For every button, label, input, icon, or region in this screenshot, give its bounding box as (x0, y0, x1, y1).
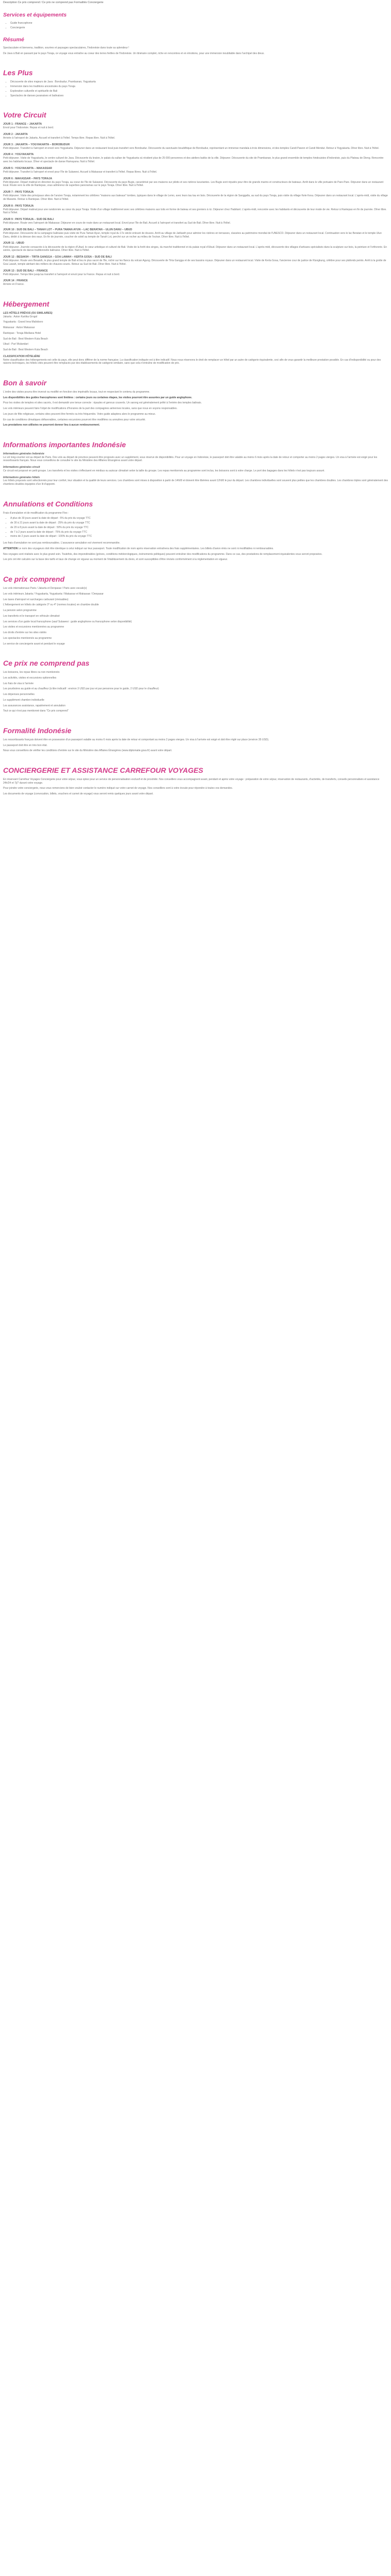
list-item: Le service de conciergerie avant et pendant le voyage (3, 642, 65, 646)
infos-subtitle: Informations générales circuit (3, 466, 40, 469)
infos-paragraph: Le vol long-courrier est au départ de Paris. Des vols au départ de province peuvent être proposés avec un supplément, sous réserve de disponibilités. Pour un voyage en Indonésie, le passeport doit être valable au moins 6 mois après la date de retour et comporter au moins 2 pages vierges. Un visa à l'arrivée est exigé pour les ressortissants français. Nous vous conseillons de consulter le site du Ministère des Affaires Étrangères avant votre départ. (3, 455, 378, 463)
day-heading: JOUR 4 : YOGYAKARTA (3, 153, 34, 157)
day-text: Petit déjeuner. Départ matinal pour une randonnée au cœur du pays Toraja. Visite d'un village traditionnel avec ses célèbres maisons aux toits en forme de bateau et ses greniers à riz. Déjeuner chez l'habitant. L'après-midi, rencontre avec les habitants et découverte de leur mode de vie. Retour à Rantepao en fin de journée. Dîner libre. Nuit à l'hôtel. (3, 208, 387, 215)
day-text: Petit déjeuner. Transfert à l'aéroport et envol vers Yogyakarta. Déjeuner dans un restaurant local puis transfert vers Borobudur. Découverte du sanctuaire bouddhique de Borobudur, représentant un immense mandala à trois dimensions, et des temples Candi Pawon et Candi Mendut. Retour à Yogyakarta. Dîner libre. Nuit à l'hôtel. (3, 146, 380, 150)
services-list (3, 22, 388, 30)
annulation-list (3, 517, 388, 538)
annulation-title: Annulations et Conditions (3, 499, 93, 508)
annulation-extra: Les prix ont été calculés sur la base des tarifs et taux de change en vigueur au moment de l'établissement du devis, et sont susceptibles d'être révisés conformément à la réglementation en vigueur. (3, 558, 228, 562)
classification-text: Notre classification des hébergements est celle du pays, elle peut donc différer de la norme française. La classification indiquée est à titre indicatif. Nous nous réservons le droit de remplacer un hôtel par un autre de catégorie équivalente, ceci afin de vous garantir la meilleure prestation possible. En cas d'indisponibilité ou pour des raisons techniques, les hôtels cités peuvent être remplacés par des établissements de catégorie similaire, sans que cela n'entraîne de modification de prix. (3, 358, 381, 365)
list-item: Les assurances assistance, rapatriement et annulation (3, 704, 66, 707)
conciergerie-text: Les documents de voyage (convocation, billets, vouchers et carnet de voyage) vous seront remis quelques jours avant votre départ. (3, 792, 154, 796)
list-item: • Découverte de sites majeurs de Java : Borobudur, Prambanan, Yogyakarta (10, 80, 388, 84)
prix-ne-comprend-list (3, 671, 388, 713)
list-item: Les vols intérieurs Jakarta / Yogyakarta, Yogyakarta / Makassar et Makassar / Denpasar (3, 592, 104, 596)
list-item: Les vols internationaux Paris / Jakarta et Denpasar / Paris avec escale(s) (3, 587, 87, 590)
list-item: • A plus de 30 jours avant la date de départ : 5% du prix du voyage TTC (10, 517, 388, 520)
list-item: • Guide francophone (10, 22, 388, 25)
formalite-text: Le passeport doit être en très bon état. (3, 743, 47, 747)
list-item: • de 20 à 8 jours avant la date de départ : 50% du prix du voyage TTC (10, 526, 388, 530)
bon-savoir-paragraph: Pour les visites de temples et sites sacrés, il est demandé une tenue correcte : épaules et genoux couverts. Un sarong est généralement prêté à l'entrée des temples balinais. (3, 401, 202, 405)
day-heading: JOUR 11 : UBUD (3, 242, 24, 245)
annulation-note: Les frais d'annulation ne sont pas remboursables. L'assurance annulation est vivement recommandée. (3, 541, 121, 545)
day-text: Petit déjeuner. Visite des principaux sites de l'ancien Toraja, notamment les célèbres "maisons aux bateaux" tombes, typiques dans le village de Lemo, avec leurs tau tau en bois. Découverte de la région de Sanggalla, au sud du pays Toraja, puis visite du village Kete Kesu. Déjeuner dans un restaurant local. L'après-midi, visite du village de Marante. Retour à Rantepao. Dîner libre. Nuit à l'hôtel. (3, 194, 388, 201)
list-item: Le supplément chambre individuelle (3, 698, 44, 702)
hotels-subtitle: LES HÔTELS PRÉVUS (OU SIMILAIRES) (3, 311, 53, 315)
attention-text: Le nom des voyageurs doit être identique à celui indiqué sur leur passeport. Toute modification de nom après réservation entraînera des frais supplémentaires. Les billets d'avion émis ne sont ni modifiables ni remboursables. (18, 547, 274, 550)
day-heading: JOUR 3 : JAKARTA – YOGYAKARTA – BOROBUDUR (3, 143, 70, 146)
tab-links[interactable]: Description Ce prix comprend / Ce prix ne comprend pas Formalités Conciergerie (3, 1, 104, 4)
list-item: Les dépenses personnelles (3, 693, 35, 697)
list-item: Les frais de visa à l'arrivée (3, 682, 34, 685)
list-item: Les taxes d'aéroport et surcharges carburant (révisables) (3, 598, 69, 601)
hotel-item: Sud de Bali : Best Western Kuta Beach (3, 348, 48, 352)
infos-subtitle: Informations générales hôtels (3, 476, 40, 479)
day-text: Arrivée à l'aéroport de Jakarta. Accueil et transfert à l'hôtel. Temps libre. Repas libre. Nuit à l'hôtel. (3, 136, 116, 140)
day-text: Petit déjeuner. Route vers Besakih, le plus grand temple de Bali et lieu le plus sacré de l'île, niché sur les flancs du volcan Agung. Découverte de Tirta Gangga et de ses bassins royaux. Déjeuner dans un restaurant local. Visite de Kerta Gosa, l'ancienne cour de justice de Klungkung, célèbre pour ses plafonds peints. Arrêt à la grotte de Goa Lawah, temple abritant des milliers de chauves-souris. Retour au Sud de Bali. Dîner libre. Nuit à l'hôtel. (3, 259, 386, 266)
list-item: Tout ce qui n'est pas mentionné dans "Ce prix comprend" (3, 709, 69, 713)
page-content (0, 0, 391, 796)
annulation-extra: Nos voyages sont réalisés avec le plus grand soin. Toutefois, des impondérables (grèves, conditions météorologiques, événements politiques) peuvent entraîner des modifications du programme. Dans ce cas, des prestations de remplacement équivalentes vous seront proposées. (3, 552, 322, 556)
conciergerie-text: Pour joindre votre conciergerie, nous vous remercions de bien vouloir contacter le numéro indiqué sur votre carnet de voyage. Nos conseillers sont à votre écoute pour répondre à toutes vos demandes. (3, 787, 233, 790)
conciergerie-text: En réservant Carrefour Voyages Conciergerie pour votre séjour, vous optez pour un service de personnalisation exclusif et de proximité. Nos conseillers vous accompagnent avant, pendant et après votre voyage : préparation de votre séjour, réservation de restaurants, d'activités, de transferts, conseils personnalisés et assistance 24h/24 et 7j/7 durant votre voyage. (3, 777, 380, 785)
list-item: • Immersion dans les traditions ancestrales du pays Toraja (10, 85, 388, 89)
list-item: Les droits d'entrée sur les sites visités (3, 631, 47, 635)
day-heading: JOUR 7 : PAYS TORAJA (3, 191, 34, 194)
day-heading: JOUR 5 : YOGYAKARTA – MAKASSAR (3, 166, 52, 170)
hebergement-title: Hébergement (3, 300, 50, 309)
list-item: Les visites et excursions mentionnées au programme (3, 625, 64, 629)
bon-savoir-paragraph: Les vols intérieurs peuvent faire l'objet de modifications d'horaires de la part des compagnies aériennes locales, sans que nous en soyons responsables. (3, 407, 177, 411)
day-text: Petit déjeuner. Découverte de la campagne balinaise puis visite de Pura Taman Ayun, temple royal du 17e siècle entouré de douves. Arrêt au village de Jatiluwih pour admirer les rizières en terrasses, classées au patrimoine mondial de l'UNESCO. Déjeuner dans un restaurant local. Continuation vers le lac Beratan et le temple Ulun Danu, dédié à la déesse des eaux. En fin de journée, coucher de soleil au temple de Tanah Lot, perché sur un rocher au milieu de l'océan. Dîner libre. Nuit à l'hôtel. (3, 231, 382, 239)
day-heading: JOUR 10 : SUD DE BALI – TANAH LOT – PURA TAMAN AYUN – LAC BERATAN – ULUN DANU – UBUD (3, 228, 133, 231)
hotel-item: Yogyakarta : Grand Inna Malioboro (3, 320, 43, 324)
day-heading: JOUR 14 : FRANCE (3, 279, 28, 283)
day-text: Envol pour l'Indonésie. Repas et nuit à bord. (3, 126, 54, 130)
infos-paragraph: Les hôtels proposés sont sélectionnés pour leur confort, leur situation et la qualité de leurs services. Les chambres sont mises à disposition à partir de 14h00 et doivent être libérées avant 12h00 le jour du départ. Les chambres individuelles sont souvent plus petites que les chambres doubles. Les chambres triples sont généralement des chambres doubles équipées d'un lit d'appoint. (3, 479, 388, 486)
infos-title: Informations importantes Indonésie (3, 440, 126, 449)
hotel-item: Ubud : Puri Wulandari (3, 343, 28, 346)
list-item: • Exploration culturelle et spirituelle de Bali (10, 90, 388, 93)
list-item: Les pourboires au guide et au chauffeur (à titre indicatif : environ 3 USD par jour et par personne pour le guide, 2 USD pour le chauffeur) (3, 687, 159, 691)
list-item: L'hébergement en hôtels de catégorie 3* ou 4* (normes locales) en chambre double (3, 603, 99, 607)
day-heading: JOUR 2 : JAKARTA (3, 132, 28, 136)
list-item: • moins de 2 jours avant la date de départ : 100% du prix du voyage TTC (10, 535, 388, 538)
formalite-text: Les ressortissants français doivent être en possession d'un passeport valable au moins 6 mois après la date de retour et comportant au moins 2 pages vierges. Un visa à l'arrivée est exigé et doit être réglé sur place (environ 35 USD). (3, 738, 269, 741)
list-item: La pension selon programme (3, 609, 37, 613)
list-item: • de 7 à 2 jours avant la date de départ : 75% du prix du voyage TTC (10, 531, 388, 534)
attention-label: ATTENTION (3, 547, 18, 550)
list-item: Les transferts et le transport en véhicule climatisé (3, 614, 60, 618)
plus-title: Les Plus (3, 69, 33, 77)
bon-savoir-paragraph: En cas de conditions climatiques défavorables, certaines excursions pourront être modifiées ou annulées pour votre sécurité. (3, 418, 146, 421)
prix-comprend-title: Ce prix comprend (3, 575, 65, 584)
day-heading: JOUR 8 : PAYS TORAJA (3, 204, 34, 208)
conciergerie-title: CONCIERGERIE ET ASSISTANCE CARREFOUR VOYAGES (3, 766, 203, 775)
day-text: Petit déjeuner. Route vers l'aéroport de Makassar. Déjeuner en cours de route dans un restaurant local. Envol pour l'île de Bali. Accueil à l'aéroport et transfert au Sud de Bali. Dîner libre. Nuit à l'hôtel. (3, 222, 231, 225)
day-text: Petit déjeuner. Visite de Yogyakarta, le centre culturel de Java. Découverte du kraton, le palais du sultan de Yogyakarta où résident plus de 25 000 personnes et des ateliers batiks de la ville. Déjeuner. Découverte du site de Prambanan, le plus grand ensemble de temples hindouistes d'Indonésie, puis du Plateau de Dieng. Rencontre avec les habitants locaux. Dîner et spectacle de danse Ramayana. Nuit à l'hôtel. (3, 157, 384, 164)
list-item: Les boissons, les repas libres ou non mentionnés (3, 671, 60, 674)
hotel-item: Rantepao : Toraja Misiliana Hotel (3, 331, 41, 335)
day-heading: JOUR 12 : BESAKIH – TIRTA GANGGA – GOA LAWAH – KERTA GOSA – SUD DE BALI (3, 256, 112, 259)
list-item: Les spectacles mentionnés au programme (3, 636, 52, 640)
day-text: Arrivée en France. (3, 283, 25, 286)
bon-savoir-paragraph: Les prestations non utilisées ne pourront donner lieu à aucun remboursement. (3, 423, 100, 427)
day-text: Petit déjeuner. Départ matinal en direction du pays Toraja, au coeur de l'île de Sulawesi. Découverte du pays Bugis, caractérisé par ses maisons sur pilotis et ses rizières luxuriantes. Les Bugis sont réputés pour être de grands marins et constructeurs de bateaux. Arrêt dans le ville portuaire de Pare-Pare. Déjeuner dans un restaurant local. Route vers la ville de Rantepao, vous admirerez de superbes panoramas sur le pays Toraja. Dîner libre. Nuit à l'hôtel. (3, 180, 384, 188)
hotel-item: Makassar : Aston Makassar (3, 326, 35, 330)
hotel-item: Sud de Bali : Best Western Kuta Beach (3, 337, 48, 341)
day-heading: JOUR 13 : SUD DE BALI – FRANCE (3, 269, 48, 273)
infos-paragraph: Ce circuit est proposé en petit groupe. Les transferts et les visites s'effectuent en minibus ou autocar climatisé selon la taille du groupe. Les repas mentionnés au programme sont inclus, les boissons sont à votre charge. Le port des bagages dans les hôtels n'est pas toujours assuré. (3, 469, 325, 472)
list-item: Les services d'un guide local francophone (sauf Sulawesi : guide anglophone ou francophone selon disponibilité) (3, 620, 132, 623)
resume-title: Résumé (3, 37, 24, 43)
bon-savoir-paragraph: Les disponibilités des guides francophones sont limitées : certains jours ou certaines étapes, les visites pourront être assurées par un guide anglophone. (3, 396, 192, 399)
day-heading: JOUR 9 : PAYS TORAJA – SUD DE BALI (3, 218, 54, 222)
formalite-title: Formalité Indonésie (3, 726, 72, 735)
prix-comprend-list (3, 587, 388, 646)
bon-savoir-paragraph: L'ordre des visites pourra être inversé ou modifié en fonction des impératifs locaux, tout en respectant le contenu du programme. (3, 390, 150, 394)
list-item: • de 30 à 21 jours avant la date de départ : 25% du prix du voyage TTC (10, 521, 388, 525)
day-heading: JOUR 1 : FRANCE – JAKARTA (3, 123, 42, 126)
classification-title: CLASSIFICATION HÔTELIÈRE (3, 354, 40, 358)
annulation-important (3, 547, 388, 551)
services-title: Services et équipements (3, 12, 67, 19)
bon-savoir-paragraph: Les jours de fête religieuse, certains sites peuvent être fermés ou très fréquentés. Votre guide adaptera alors le programme au mieux. (3, 412, 156, 416)
list-item: • Spectacles de danses javanaises et balinaises (10, 94, 388, 98)
day-heading: JOUR 6 : MAKASSAR – PAYS TORAJA (3, 177, 53, 180)
bon-savoir-title: Bon à savoir (3, 379, 47, 387)
resume-paragraph: De Java à Bali en passant par le pays Toraja, ce voyage vous entraîne au coeur des terres fertiles de l'Indonésie. Un itinéraire complet, riche en rencontres et en émotions, pour une immersion inoubliable dans l'archipel des dieux. (3, 52, 265, 55)
prix-ne-comprend-title: Ce prix ne comprend pas (3, 659, 90, 668)
day-text: Petit déjeuner. Transfert à l'aéroport et envol pour l'île de Sulawesi. Accueil à Makassar et transfert à l'hôtel. Repas libres. Nuit à l'hôtel. (3, 170, 157, 174)
formalite-text: Nous vous conseillons de vérifier les conditions d'entrée sur le site du Ministère des Affaires Étrangères (www.diplomatie.gouv.fr) avant votre départ. (3, 749, 172, 753)
day-text: Petit déjeuner. Journée consacrée à la découverte de la région d'Ubud, le cœur artistique et culturel de Bali. Visite de la forêt des singes, du marché traditionnel et du palais royal d'Ubud. Déjeuner dans un restaurant local. L'après-midi, découverte des villages d'artisans spécialisés dans la sculpture sur bois, la peinture et l'orfèvrerie. En soirée, spectacle de danse traditionnelle balinaise. Dîner libre. Nuit à l'hôtel. (3, 245, 387, 252)
annulation-intro: Frais d'annulation et de modification du programme Flex : (3, 511, 69, 515)
list-item: Les activités, visites et excursions optionnelles (3, 676, 57, 680)
circuit-title: Votre Circuit (3, 111, 46, 120)
day-text: Petit déjeuner. Temps libre jusqu'au transfert à l'aéroport et envol pour la France. Repas et nuit à bord. (3, 273, 120, 276)
circuit-days (3, 123, 388, 286)
infos-subtitle: Informations générales Indonésie (3, 452, 44, 455)
plus-list (3, 80, 388, 97)
hotel-item: Jakarta : Aston Kartika Grogol (3, 315, 38, 318)
resume-paragraph: Spectaculaire et bienvenu, tradition, sourires et paysages spectaculaires, l'Indonésie dans toute sa splendeur ! (3, 46, 129, 49)
hotels-list (3, 315, 388, 352)
list-item: • Conciergerie (10, 26, 388, 30)
